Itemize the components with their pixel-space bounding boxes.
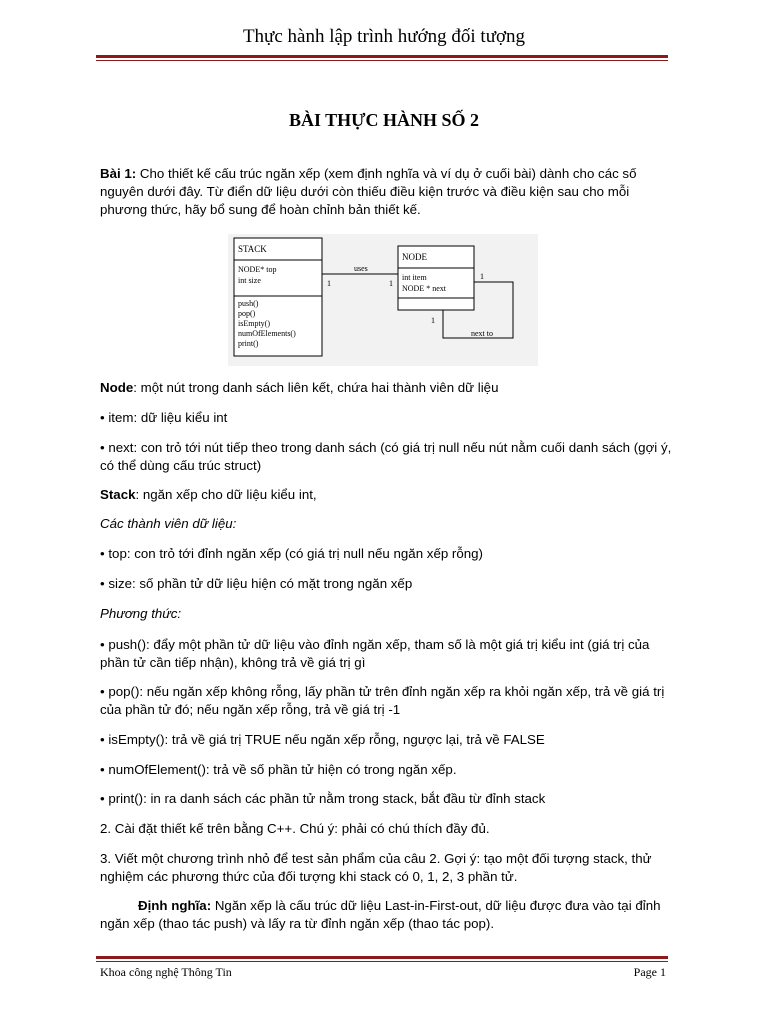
definition-label: Định nghĩa: <box>138 898 212 913</box>
task-3: 3. Viết một chương trình nhỏ để test sản phẩm của câu 2. Gợi ý: tạo một đối tượng stack, thử nghiệm các phương thức của đối tượng khi stack có 0, 1, 2, 3 phần tử. <box>100 851 652 884</box>
next-line: • next: con trỏ tới nút tiếp theo trong danh sách (có giá trị null nếu nút nằm cuối danh sách (gợi ý, có thể dùng cấu trúc struct) <box>100 440 672 473</box>
top-line: • top: con trỏ tới đỉnh ngăn xếp (có giá trị null nếu ngăn xếp rỗng) <box>100 546 483 561</box>
self-mult-right: 1 <box>480 272 484 281</box>
uses-mult-right: 1 <box>389 279 393 288</box>
node-text: : một nút trong danh sách liên kết, chứa hai thành viên dữ liệu <box>133 380 499 395</box>
uses-association <box>322 264 398 288</box>
definition-text: Ngăn xếp là cấu trúc dữ liệu Last-in-First-out, dữ liệu được đưa vào tại đỉnh ngăn xếp (thao tác push) và lấy ra từ đỉnh ngăn xếp (thao tác pop). <box>100 898 661 931</box>
node-class-box <box>398 246 474 310</box>
stack-definition <box>100 486 672 504</box>
stack-label: Stack <box>100 487 136 502</box>
header-rule-thick <box>96 55 668 58</box>
stack-attr-size: int size <box>238 276 261 285</box>
members-heading: Các thành viên dữ liệu: <box>100 516 237 531</box>
item-line: • item: dữ liệu kiểu int <box>100 410 228 425</box>
intro-label: Bài 1: <box>100 166 137 181</box>
stack-method-push: push() <box>238 299 259 308</box>
node-attr-next: NODE * next <box>402 284 446 293</box>
uml-diagram <box>228 234 538 366</box>
footer-rule-thin <box>96 961 668 962</box>
node-definition <box>100 379 672 397</box>
footer-department: Khoa công nghệ Thông Tin <box>100 965 232 979</box>
definition-paragraph <box>100 897 672 933</box>
stack-method-numofelements: numOfElements() <box>238 329 296 338</box>
numofelement-line: • numOfElement(): trả về số phần tử hiện có trong ngăn xếp. <box>100 762 457 777</box>
node-label: Node <box>100 380 134 395</box>
header-rule-thin <box>96 60 668 61</box>
stack-class-box <box>234 238 322 356</box>
uses-label: uses <box>354 264 368 273</box>
print-line: • print(): in ra danh sách các phần tử nằm trong stack, bắt đầu từ đỉnh stack <box>100 791 546 806</box>
next-to-label: next to <box>471 329 493 338</box>
uses-mult-left: 1 <box>327 279 331 288</box>
isempty-line: • isEmpty(): trả về giá trị TRUE nếu ngăn xếp rỗng, ngược lại, trả về FALSE <box>100 732 545 747</box>
push-line: • push(): đẩy một phần tử dữ liệu vào đỉnh ngăn xếp, tham số là một giá trị kiểu int (giá trị của phần tử cần tiếp nhận), không trả về giá trị gì <box>100 637 650 670</box>
self-mult-bottom: 1 <box>431 316 435 325</box>
intro-text: Cho thiết kế cấu trúc ngăn xếp (xem định nghĩa và ví dụ ở cuối bài) dành cho các số nguyên dưới đây. Từ điển dữ liệu dưới còn thiếu điều kiện trước và điều kiện sau cho mỗi phương thức, hãy bổ sung để hoàn chỉnh bản thiết kế. <box>100 166 637 217</box>
node-attr-item: int item <box>402 273 427 282</box>
stack-class-name: STACK <box>238 244 267 254</box>
node-class-name: NODE <box>402 252 427 262</box>
stack-text: : ngăn xếp cho dữ liệu kiểu int, <box>135 487 317 502</box>
methods-heading: Phương thức: <box>100 606 182 621</box>
stack-method-isempty: isEmpty() <box>238 319 270 328</box>
pop-line: • pop(): nếu ngăn xếp không rỗng, lấy phần tử trên đỉnh ngăn xếp ra khỏi ngăn xếp, trả về giá trị của phần tử đó; nếu ngăn xếp rỗng, trả về giá trị -1 <box>100 684 665 717</box>
page-title: BÀI THỰC HÀNH SỐ 2 <box>288 110 480 130</box>
running-header: Thực hành lập trình hướng đối tượng <box>242 26 526 47</box>
size-line: • size: số phần tử dữ liệu hiện có mặt trong ngăn xếp <box>100 576 413 591</box>
stack-method-pop: pop() <box>238 309 256 318</box>
stack-attr-top: NODE* top <box>238 265 277 274</box>
stack-method-print: print() <box>238 339 259 348</box>
footer-page-number: Page 1 <box>633 965 666 979</box>
task-2: 2. Cài đặt thiết kế trên bằng C++. Chú ý: phải có chú thích đầy đủ. <box>100 821 490 836</box>
footer-rule-thick <box>96 956 668 959</box>
intro-paragraph <box>100 165 672 219</box>
